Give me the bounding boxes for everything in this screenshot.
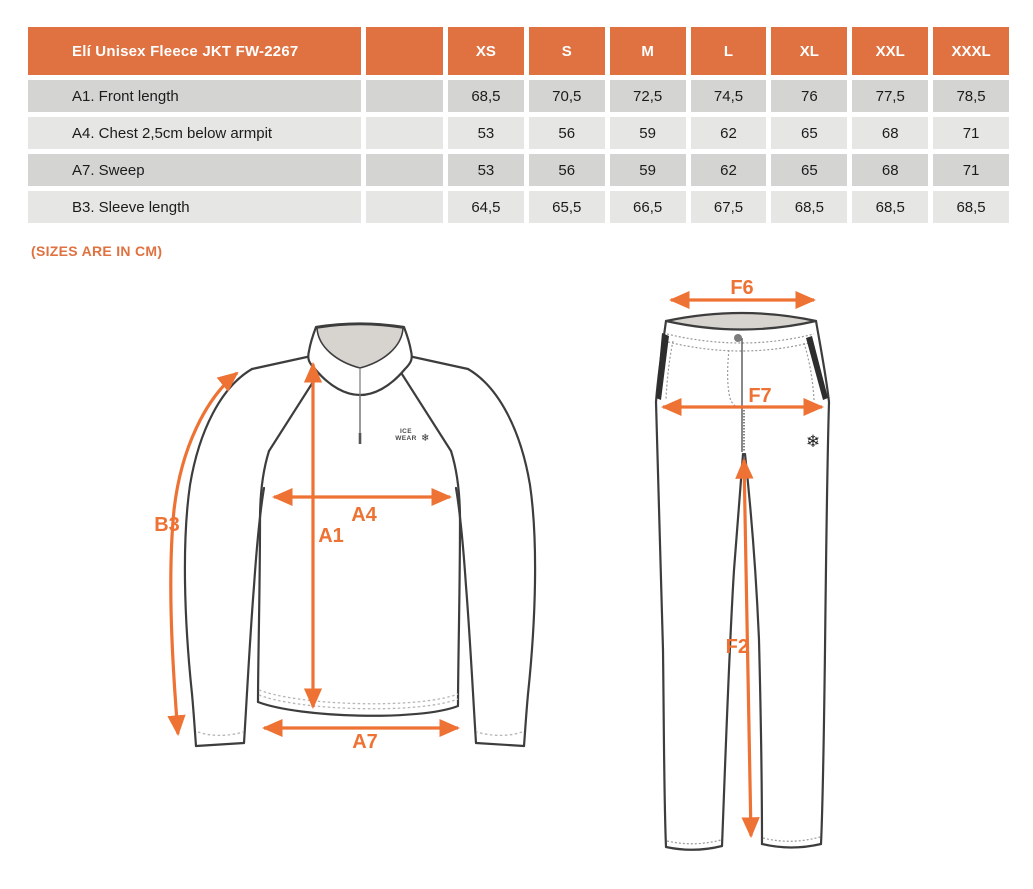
row-spacer-cell [366,117,443,149]
pants-button [734,334,742,342]
row-spacer-cell [366,191,443,223]
table-cell: 65,5 [529,191,605,223]
jacket-diagram [154,324,535,754]
label-f2: F2 [725,636,749,658]
table-cell: 68 [852,154,928,186]
table-cell: 66,5 [610,191,686,223]
sizes-in-cm-note: (SIZES ARE IN CM) [31,243,163,259]
table-cell: 56 [529,117,605,149]
label-a1: A1 [318,525,344,547]
label-f6: F6 [730,277,754,299]
svg-text:ICE: ICE [399,428,413,435]
table-cell: 68,5 [852,191,928,223]
table-cell: 53 [448,117,524,149]
size-col-xxxl: XXXL [933,27,1009,75]
header-spacer-cell [366,27,443,75]
table-cell: 68,5 [933,191,1009,223]
size-col-xl: XL [771,27,847,75]
size-col-m: M [610,27,686,75]
svg-text:WEAR: WEAR [395,435,417,442]
table-cell: 76 [771,80,847,112]
size-col-xs: XS [448,27,524,75]
jacket-chest-logo [395,428,429,444]
jacket-collar [308,324,412,396]
table-cell: 59 [610,117,686,149]
size-table [28,27,1009,223]
table-cell: 65 [771,117,847,149]
jacket-measure-arrows [171,364,458,734]
row-spacer-cell [366,154,443,186]
pants-diagram [656,277,829,850]
row-spacer-cell [366,80,443,112]
table-cell: 64,5 [448,191,524,223]
pants-stitching [666,334,820,844]
table-cell: 70,5 [529,80,605,112]
row-label-b3: B3. Sleeve length [28,191,361,223]
row-label-a4: A4. Chest 2,5cm below armpit [28,117,361,149]
label-a7: A7 [352,731,378,753]
label-f7: F7 [748,385,772,407]
table-cell: 67,5 [691,191,767,223]
table-cell: 74,5 [691,80,767,112]
table-cell: 62 [691,154,767,186]
jacket-snowflake-icon: ❄ [421,433,430,444]
table-cell: 68,5 [448,80,524,112]
size-col-xxl: XXL [852,27,928,75]
table-cell: 56 [529,154,605,186]
table-title: Elí Unisex Fleece JKT FW-2267 [28,27,361,75]
table-cell: 53 [448,154,524,186]
table-cell: 65 [771,154,847,186]
table-cell: 68,5 [771,191,847,223]
table-cell: 71 [933,154,1009,186]
table-cell: 59 [610,154,686,186]
table-cell: 62 [691,117,767,149]
pants-snowflake-icon: ❄ [805,432,821,451]
label-a4: A4 [351,504,377,526]
row-label-a1: A1. Front length [28,80,361,112]
size-col-s: S [529,27,605,75]
row-label-a7: A7. Sweep [28,154,361,186]
size-col-l: L [691,27,767,75]
table-cell: 71 [933,117,1009,149]
table-cell: 72,5 [610,80,686,112]
table-cell: 77,5 [852,80,928,112]
arrow-b3 [171,373,237,734]
table-cell: 78,5 [933,80,1009,112]
table-cell: 68 [852,117,928,149]
measurement-diagrams [0,270,1033,889]
label-b3: B3 [154,514,180,536]
